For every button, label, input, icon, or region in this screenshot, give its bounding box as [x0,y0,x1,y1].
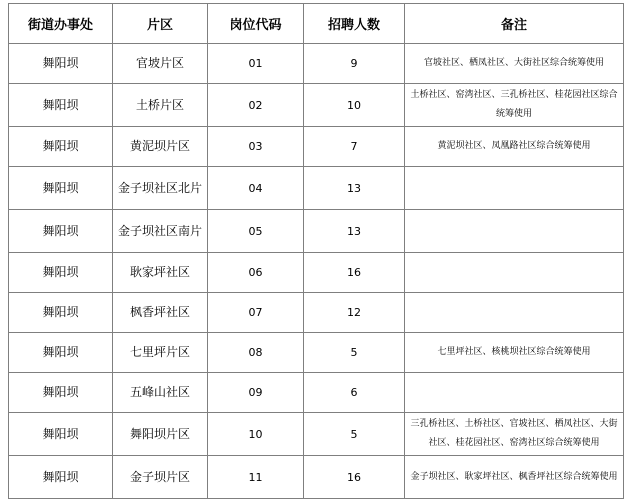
cell-office: 舞阳坝 [9,333,113,373]
recruitment-table [8,3,624,499]
cell-count: 16 [304,456,405,499]
table-row [9,127,624,167]
cell-area: 枫香坪社区 [113,293,208,333]
cell-code: 10 [208,413,304,456]
cell-code: 08 [208,333,304,373]
cell-code: 04 [208,167,304,210]
cell-code: 05 [208,210,304,253]
table-row [9,373,624,413]
cell-note [405,293,624,333]
cell-note: 三孔桥社区、土桥社区、官坡社区、栖凤社区、大街社区、桂花园社区、窑湾社区综合统筹使用 [405,413,624,456]
cell-office: 舞阳坝 [9,253,113,293]
table-row [9,413,624,456]
cell-count: 13 [304,210,405,253]
cell-code: 06 [208,253,304,293]
cell-count: 13 [304,167,405,210]
cell-count: 12 [304,293,405,333]
cell-office: 舞阳坝 [9,127,113,167]
header-count: 招聘人数 [304,4,405,44]
cell-note [405,373,624,413]
cell-count: 5 [304,333,405,373]
cell-office: 舞阳坝 [9,167,113,210]
cell-count: 5 [304,413,405,456]
cell-note [405,253,624,293]
cell-note: 七里坪社区、核桃坝社区综合统筹使用 [405,333,624,373]
cell-count: 9 [304,44,405,84]
cell-area: 耿家坪社区 [113,253,208,293]
header-note: 备注 [405,4,624,44]
cell-area: 黄泥坝片区 [113,127,208,167]
cell-area: 五峰山社区 [113,373,208,413]
cell-area: 金子坝社区北片 [113,167,208,210]
cell-area: 土桥片区 [113,84,208,127]
table-row [9,253,624,293]
cell-area: 官坡片区 [113,44,208,84]
cell-note: 官坡社区、栖凤社区、大街社区综合统筹使用 [405,44,624,84]
cell-office: 舞阳坝 [9,373,113,413]
cell-code: 01 [208,44,304,84]
cell-note [405,210,624,253]
cell-note [405,167,624,210]
cell-count: 10 [304,84,405,127]
cell-code: 03 [208,127,304,167]
cell-office: 舞阳坝 [9,44,113,84]
cell-area: 金子坝社区南片 [113,210,208,253]
cell-count: 7 [304,127,405,167]
cell-area: 七里坪片区 [113,333,208,373]
cell-office: 舞阳坝 [9,413,113,456]
header-code: 岗位代码 [208,4,304,44]
header-area: 片区 [113,4,208,44]
table-header-row [9,4,624,44]
cell-count: 16 [304,253,405,293]
cell-code: 11 [208,456,304,499]
cell-count: 6 [304,373,405,413]
table-row [9,44,624,84]
cell-area: 金子坝片区 [113,456,208,499]
cell-note: 金子坝社区、耿家坪社区、枫香坪社区综合统筹使用 [405,456,624,499]
table-row [9,456,624,499]
cell-note: 黄泥坝社区、凤凰路社区综合统筹使用 [405,127,624,167]
table-row [9,210,624,253]
table-row [9,167,624,210]
table-row [9,84,624,127]
header-office: 街道办事处 [9,4,113,44]
cell-office: 舞阳坝 [9,293,113,333]
cell-note: 土桥社区、窑湾社区、三孔桥社区、桂花园社区综合统筹使用 [405,84,624,127]
cell-code: 02 [208,84,304,127]
cell-office: 舞阳坝 [9,210,113,253]
table-row [9,333,624,373]
cell-office: 舞阳坝 [9,84,113,127]
cell-code: 09 [208,373,304,413]
cell-code: 07 [208,293,304,333]
cell-area: 舞阳坝片区 [113,413,208,456]
cell-office: 舞阳坝 [9,456,113,499]
table-row [9,293,624,333]
